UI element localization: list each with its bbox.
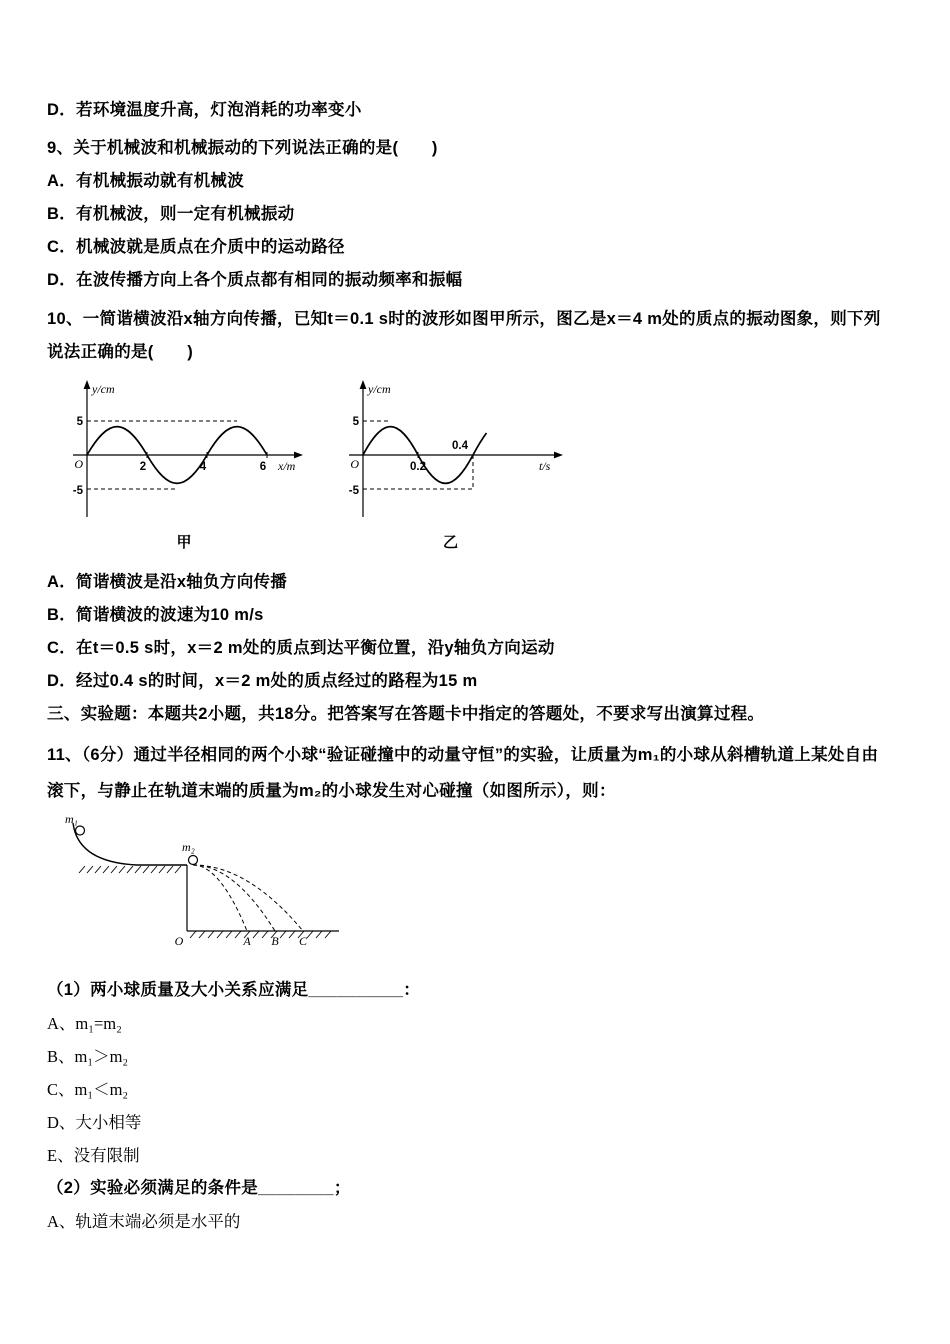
jia-x-axis-label: x/m bbox=[278, 459, 296, 473]
q10-option-d: D．经过0.4 s的时间，x＝2 m处的质点经过的路程为15 m bbox=[47, 672, 478, 690]
jia-ymax-label: 5 bbox=[76, 416, 83, 428]
caption-jia: 甲 bbox=[176, 534, 192, 551]
ramp-track bbox=[73, 823, 187, 865]
label-point-c: C bbox=[298, 934, 308, 948]
section3-title: 三、实验题：本题共2小题，共18分。把答案写在答题卡中指定的答题处，不要求写出演算过程。 bbox=[47, 705, 765, 723]
q11-figure bbox=[55, 813, 890, 958]
x-axis-arrow-yi bbox=[554, 452, 563, 459]
ball-m2 bbox=[189, 856, 198, 865]
jia-y-axis-label: y/cm bbox=[92, 382, 115, 396]
ground-hatching bbox=[190, 931, 331, 938]
track-hatching bbox=[79, 866, 181, 873]
label-point-a: A bbox=[243, 934, 251, 948]
yi-y-axis-label: y/cm bbox=[368, 382, 391, 396]
figure-yi bbox=[333, 377, 568, 552]
q8-option-d: D．若环境温度升高，灯泡消耗的功率变小 bbox=[47, 101, 362, 119]
q11-part1-option-c: C、m₁＜m₂ bbox=[47, 1080, 129, 1099]
q11-part1-option-a: A、m₁=m₂ bbox=[47, 1014, 122, 1033]
q11-stem: 11、（6分）通过半径相同的两个小球“验证碰撞中的动量守恒”的实验，让质量为m₁的小球从斜槽轨道上某处自由滚下，与静止在轨道末端的质量为m₂的小球发生对心碰撞（如图所示），则： bbox=[47, 746, 879, 800]
q10-option-a: A．简谐横波是沿x轴负方向传播 bbox=[47, 573, 288, 591]
q11-part2-option-a: A、轨道末端必须是水平的 bbox=[47, 1212, 241, 1231]
yi-origin-label: O bbox=[350, 457, 359, 471]
q9-option-d: D．在波传播方向上各个质点都有相同的振动频率和振幅 bbox=[47, 271, 463, 289]
axes-jia bbox=[73, 386, 296, 517]
caption-yi: 乙 bbox=[442, 534, 458, 551]
q11-part2-stem: （2）实验必须满足的条件是________； bbox=[47, 1179, 351, 1197]
ball-m1 bbox=[76, 826, 85, 835]
yi-x-axis-label: t/s bbox=[539, 459, 551, 473]
yi-tick-04: 0.4 bbox=[452, 440, 468, 452]
vibration-graph-yi bbox=[333, 377, 568, 529]
q11-part1-stem: （1）两小球质量及大小关系应满足__________： bbox=[47, 981, 421, 999]
q11-part1-option-b: B、m₁＞m₂ bbox=[47, 1047, 129, 1066]
label-m2: m₂ bbox=[182, 840, 195, 854]
yi-ymax-label: 5 bbox=[352, 416, 359, 428]
y-axis-arrow-yi bbox=[360, 380, 367, 389]
collision-experiment-diagram bbox=[55, 813, 345, 953]
jia-origin-label: O bbox=[74, 457, 83, 471]
jia-xtick-2: 2 bbox=[139, 461, 147, 473]
jia-xtick-6: 6 bbox=[259, 461, 267, 473]
q9-stem: 9、关于机械波和机械振动的下列说法正确的是( ) bbox=[47, 139, 438, 157]
x-axis-arrow-jia bbox=[294, 452, 303, 459]
jia-xtick-4: 4 bbox=[199, 461, 207, 473]
q9-option-a: A．有机械振动就有机械波 bbox=[47, 172, 245, 190]
yi-tick-02: 0.2 bbox=[410, 461, 426, 473]
q10-figures bbox=[59, 377, 890, 552]
projectile-trajectories bbox=[193, 865, 303, 931]
q11-part1-option-e: E、没有限制 bbox=[47, 1146, 140, 1165]
q9-option-b: B．有机械波，则一定有机械振动 bbox=[47, 205, 295, 223]
q10-option-b: B．简谐横波的波速为10 m/s bbox=[47, 606, 264, 624]
wave-graph-jia bbox=[59, 377, 309, 529]
q11-part1-option-d: D、大小相等 bbox=[47, 1113, 142, 1132]
label-m1: m₁ bbox=[65, 813, 78, 826]
q10-stem: 10、一简谐横波沿x轴方向传播，已知t＝0.1 s时的波形如图甲所示，图乙是x＝4 m处的质点的振动图象，则下列说法正确的是( ) bbox=[47, 310, 881, 361]
label-point-o: O bbox=[174, 934, 184, 948]
label-point-b: B bbox=[271, 934, 279, 948]
jia-ymin-label: -5 bbox=[72, 485, 83, 497]
yi-ymin-label: -5 bbox=[348, 485, 359, 497]
figure-jia bbox=[59, 377, 309, 552]
q10-option-c: C．在t＝0.5 s时，x＝2 m处的质点到达平衡位置，沿y轴负方向运动 bbox=[47, 639, 555, 657]
y-axis-arrow-jia bbox=[84, 380, 91, 389]
q9-option-c: C．机械波就是质点在介质中的运动路径 bbox=[47, 238, 345, 256]
